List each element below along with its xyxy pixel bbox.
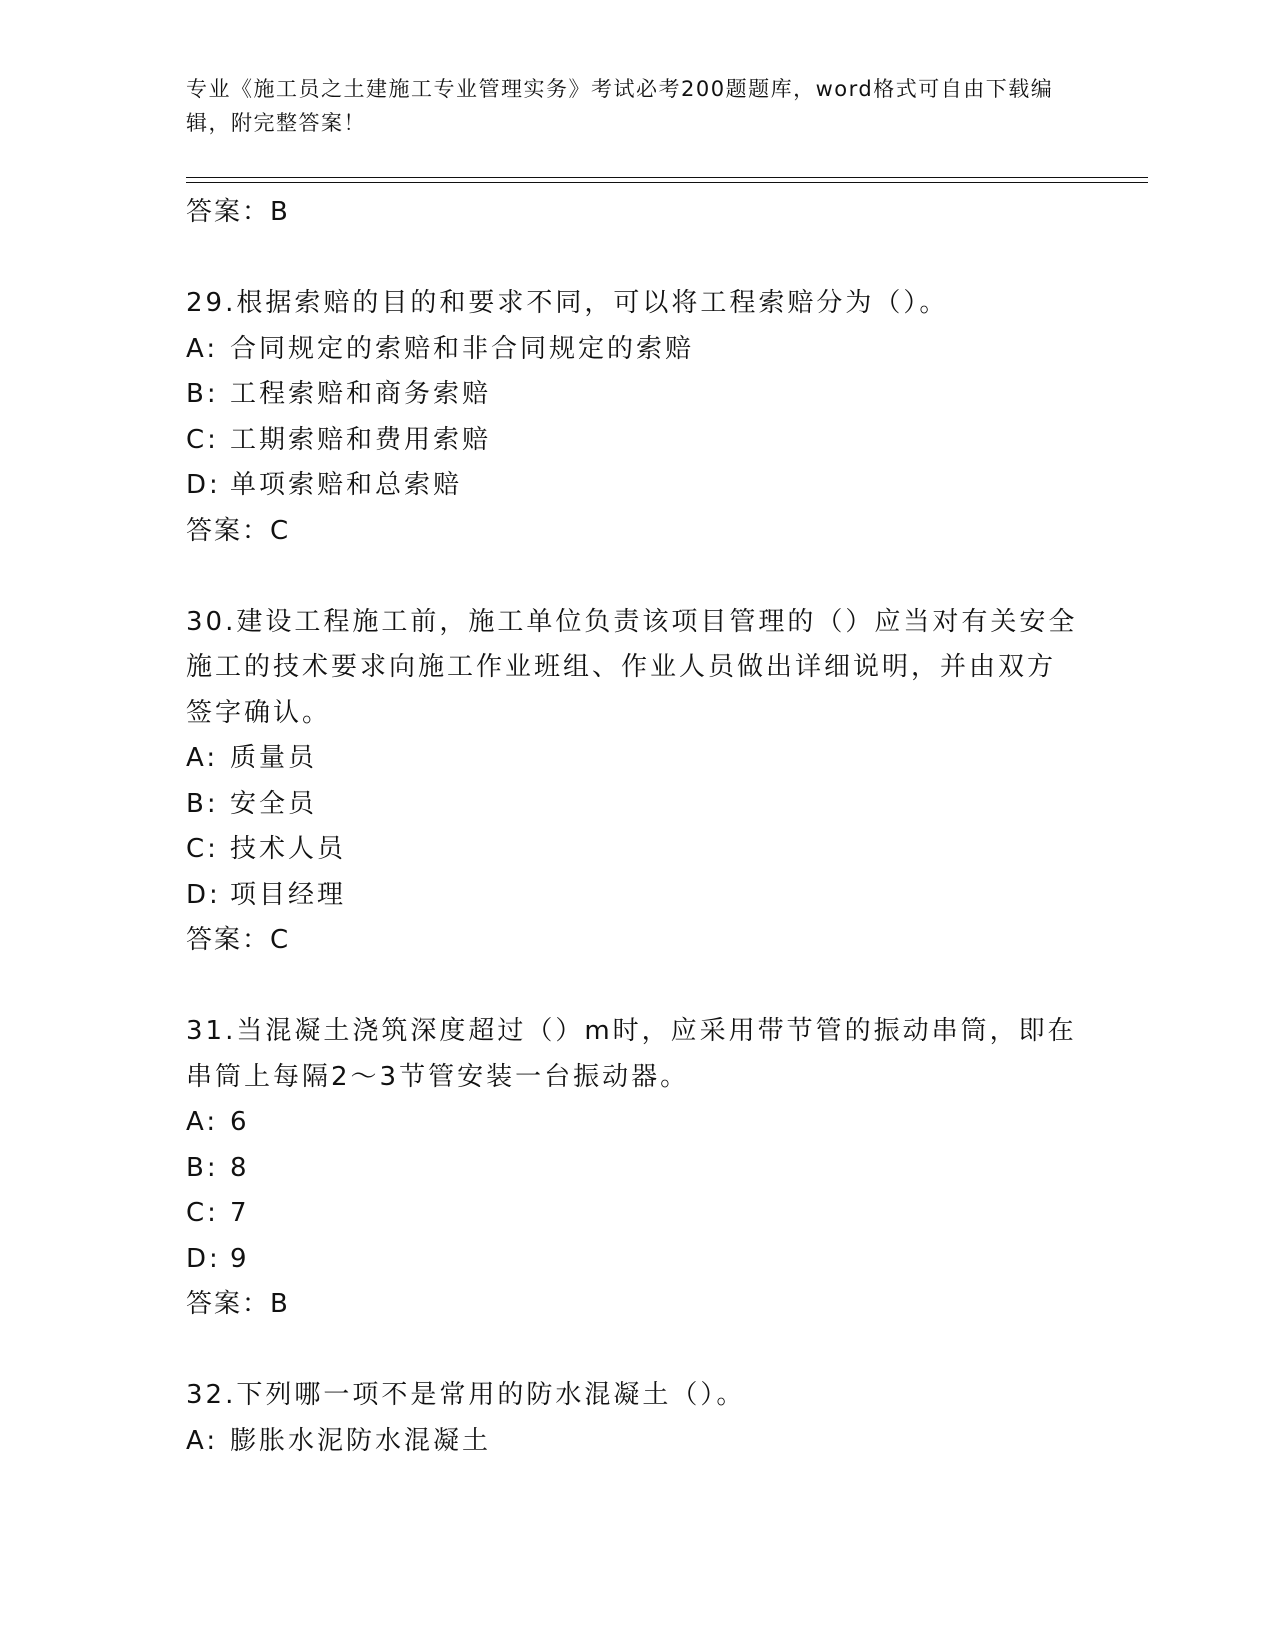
answer: 答案：C [186,925,291,955]
option-a [186,736,1086,782]
option-letter: A: [186,743,219,773]
question-stem-line: 串筒上每隔2～3节管安装一台振动器。 [186,1061,690,1092]
spacer [186,964,1086,1010]
option-text: 工程索赔和商务索赔 [230,379,492,409]
option-d [186,873,1086,919]
question-stem: 32.下列哪一项不是常用的防水混凝土（）。 [186,1380,746,1410]
question-30 [186,600,1086,964]
option-text: 工期索赔和费用索赔 [230,424,492,455]
option-text: 技术人员 [230,834,347,864]
option-letter: C: [186,834,219,864]
option-letter: D: [186,470,221,500]
option-text: 单项索赔和总索赔 [230,470,463,500]
option-text: 9 [230,1243,250,1274]
header-rule-bottom [186,182,1148,183]
spacer [186,554,1086,600]
option-c [186,1191,1086,1237]
question-stem-line: 31.当混凝土浇筑深度超过（）m时，应采用带节管的振动串筒，即在 [186,1016,1077,1046]
option-d [186,1237,1086,1283]
option-letter: A: [186,1425,219,1456]
option-letter: B: [186,379,219,409]
option-b [186,1146,1086,1192]
option-letter: A: [186,333,219,364]
question-stem-line: 签字确认。 [186,697,332,728]
option-letter: B: [186,788,219,819]
option-a [186,1419,1086,1465]
option-text: 安全员 [230,788,318,819]
option-b [186,782,1086,828]
option-a [186,1100,1086,1146]
option-d [186,463,1086,509]
header-rule-top [186,177,1148,178]
option-text: 项目经理 [230,879,347,910]
option-letter: C: [186,1198,219,1228]
option-letter: C: [186,424,219,455]
question-stem-line: 30.建设工程施工前，施工单位负责该项目管理的（）应当对有关安全 [186,606,1078,637]
option-text: 膨胀水泥防水混凝土 [230,1425,492,1456]
question-29 [186,281,1086,554]
option-text: 8 [230,1152,250,1183]
option-text: 合同规定的索赔和非合同规定的索赔 [230,333,695,364]
option-text: 6 [230,1107,250,1137]
question-stem: 29.根据索赔的目的和要求不同，可以将工程索赔分为（）。 [186,288,949,318]
option-letter: B: [186,1152,219,1183]
option-letter: A: [186,1107,219,1137]
option-letter: D: [186,1243,221,1274]
answer: 答案：C [186,515,291,546]
option-c [186,418,1086,464]
option-a [186,327,1086,373]
question-31 [186,1009,1086,1328]
option-b [186,372,1086,418]
option-text: 7 [230,1198,250,1228]
spacer [186,1328,1086,1374]
option-text: 质量员 [230,743,318,773]
question-content [186,190,1086,1464]
question-stem-line: 施工的技术要求向施工作业班组、作业人员做出详细说明，并由双方 [186,652,1057,682]
answer-prev: 答案：B [186,197,290,227]
option-c [186,827,1086,873]
answer: 答案：B [186,1289,290,1319]
spacer [186,236,1086,282]
option-letter: D: [186,879,221,910]
document-header: 专业《施工员之土建施工专业管理实务》考试必考200题题库，word格式可自由下载编辑，附完整答案！ [186,77,1054,135]
question-32 [186,1373,1086,1464]
